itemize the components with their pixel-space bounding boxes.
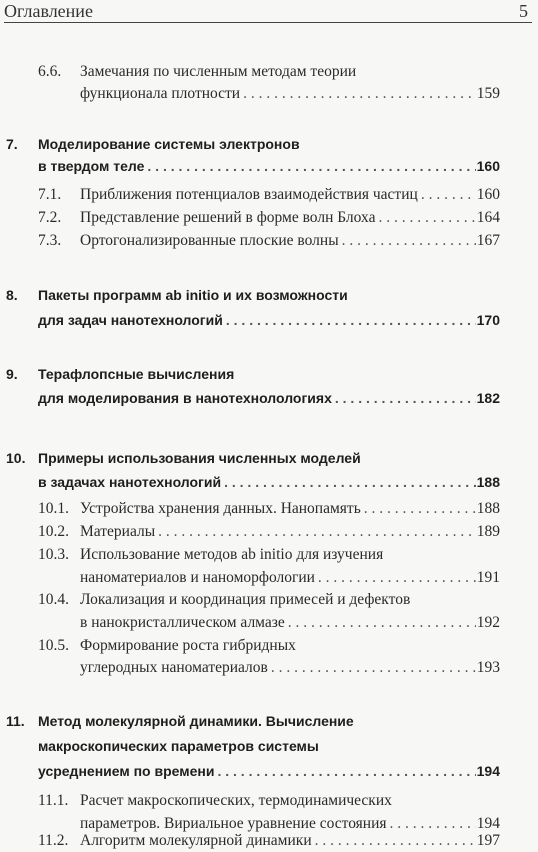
leader-dots (217, 763, 475, 779)
toc-title: Расчет макроскопических, термодинамических (80, 792, 392, 809)
page-number: 5 (519, 1, 528, 21)
toc-number: 7. (6, 136, 18, 152)
leader-dots (147, 158, 475, 174)
toc-number: 10. (6, 450, 26, 466)
toc-number: 7.3. (38, 232, 62, 249)
toc-chapter[interactable] (38, 136, 500, 156)
toc-number: 11.1. (38, 792, 69, 809)
toc-page: 197 (476, 832, 500, 849)
toc-title: Моделирование системы электронов (38, 136, 300, 152)
toc-page: 192 (476, 614, 500, 631)
leader-dots (342, 232, 476, 250)
toc-chapter[interactable] (38, 738, 500, 758)
toc-title: в нанокристаллическом алмазе (80, 614, 285, 631)
toc-entry[interactable] (80, 614, 500, 634)
leader-dots (315, 832, 476, 850)
toc-title: углеродных наноматериалов (80, 659, 268, 676)
toc-title: Устройства хранения данных. Нанопамять (80, 500, 361, 517)
toc-entry[interactable] (80, 500, 500, 520)
leader-dots (226, 312, 476, 328)
toc-chapter[interactable] (38, 713, 500, 733)
toc-title: Алгоритм молекулярной динамики (80, 832, 312, 849)
toc-page: 160 (476, 158, 500, 174)
leader-dots (271, 659, 476, 677)
toc-chapter[interactable] (38, 312, 500, 332)
toc-page: 191 (476, 569, 500, 586)
toc-chapter[interactable] (38, 158, 500, 178)
toc-title: Замечания по численным методам теории (80, 63, 357, 80)
toc-number: 11.2. (38, 832, 69, 849)
toc-page: 170 (476, 312, 500, 328)
toc-chapter[interactable] (38, 366, 500, 386)
toc-title: для задач нанотехнологий (38, 312, 223, 328)
toc-page: 193 (476, 659, 500, 676)
toc-chapter[interactable] (38, 390, 500, 410)
toc-title: в задачах нанотехнологий (38, 474, 222, 490)
toc-number: 6.6. (38, 63, 62, 80)
leader-dots (421, 186, 476, 204)
toc-page: 167 (476, 232, 500, 249)
leader-dots (288, 614, 476, 632)
toc-page: 159 (476, 85, 500, 102)
toc-chapter[interactable] (38, 474, 500, 494)
toc-number: 9. (6, 366, 18, 382)
toc-entry[interactable] (80, 85, 500, 105)
toc-number: 8. (6, 287, 18, 303)
toc-title: Использование методов ab initio для изучения (80, 546, 384, 563)
toc-page: 189 (476, 523, 500, 540)
toc-entry[interactable] (80, 209, 500, 229)
toc-page: 188 (476, 500, 500, 517)
toc-number: 10.2. (38, 523, 69, 540)
toc-entry[interactable] (80, 546, 500, 566)
toc-title: Локализация и координация примесей и дефектов (80, 591, 411, 608)
toc-entry[interactable] (80, 186, 500, 206)
toc-page: 164 (476, 209, 500, 226)
toc-number: 10.4. (38, 591, 69, 608)
toc-number: 7.1. (38, 186, 62, 203)
toc-title: наноматериалов и наноморфологии (80, 569, 315, 586)
toc-entry[interactable] (80, 569, 500, 589)
toc-title: функционала плотности (80, 85, 241, 102)
toc-title: Примеры использования численных моделей (38, 450, 361, 466)
leader-dots (158, 523, 476, 541)
leader-dots (243, 85, 476, 103)
toc-number: 11. (6, 713, 25, 729)
toc-title: параметров. Вириальное уравнение состояния (80, 815, 387, 832)
toc-title: Приближения потенциалов взаимодействия частиц (80, 186, 418, 203)
toc-page: 188 (476, 474, 500, 490)
toc-entry[interactable] (80, 591, 500, 611)
toc-entry[interactable] (80, 637, 500, 657)
toc-chapter[interactable] (38, 287, 500, 307)
toc-title: для моделирования в нанотехнолологиях (38, 390, 332, 406)
leader-dots (318, 569, 476, 587)
toc-title: Представление решений в форме волн Блоха (80, 209, 376, 226)
toc-page: 194 (476, 763, 500, 779)
toc-title: в твердом теле (38, 158, 145, 174)
toc-chapter[interactable] (38, 763, 500, 783)
toc-title: Пакеты программ ab initio и их возможности (38, 287, 348, 303)
toc-number: 10.1. (38, 500, 69, 517)
leader-dots (390, 815, 476, 833)
toc-entry[interactable] (80, 792, 500, 812)
toc-number: 7.2. (38, 209, 62, 226)
toc-page: 182 (476, 390, 500, 406)
leader-dots (378, 209, 475, 227)
toc-entry[interactable] (80, 659, 500, 679)
toc-number: 10.5. (38, 637, 69, 654)
toc-title: Терафлопсные вычисления (38, 366, 235, 382)
leader-dots (335, 390, 476, 406)
toc-title: макроскопических параметров системы (38, 738, 319, 754)
toc-title: усреднением по времени (38, 763, 215, 779)
toc-entry[interactable] (80, 232, 500, 252)
running-title: Оглавление (4, 1, 93, 21)
toc-title: Материалы (80, 523, 156, 540)
leader-dots (364, 500, 476, 518)
toc-entry[interactable] (80, 63, 500, 83)
toc-entry[interactable] (80, 523, 500, 543)
toc-number: 10.3. (38, 546, 69, 563)
toc-chapter[interactable] (38, 450, 500, 470)
toc-entry[interactable] (80, 832, 500, 852)
toc-title: Метод молекулярной динамики. Вычисление (38, 713, 354, 729)
toc-page: 194 (476, 815, 500, 832)
leader-dots (224, 474, 476, 490)
toc-title: Формирование роста гибридных (80, 637, 296, 654)
toc-title: Ортогонализированные плоские волны (80, 232, 339, 249)
toc-page: 160 (476, 186, 500, 203)
